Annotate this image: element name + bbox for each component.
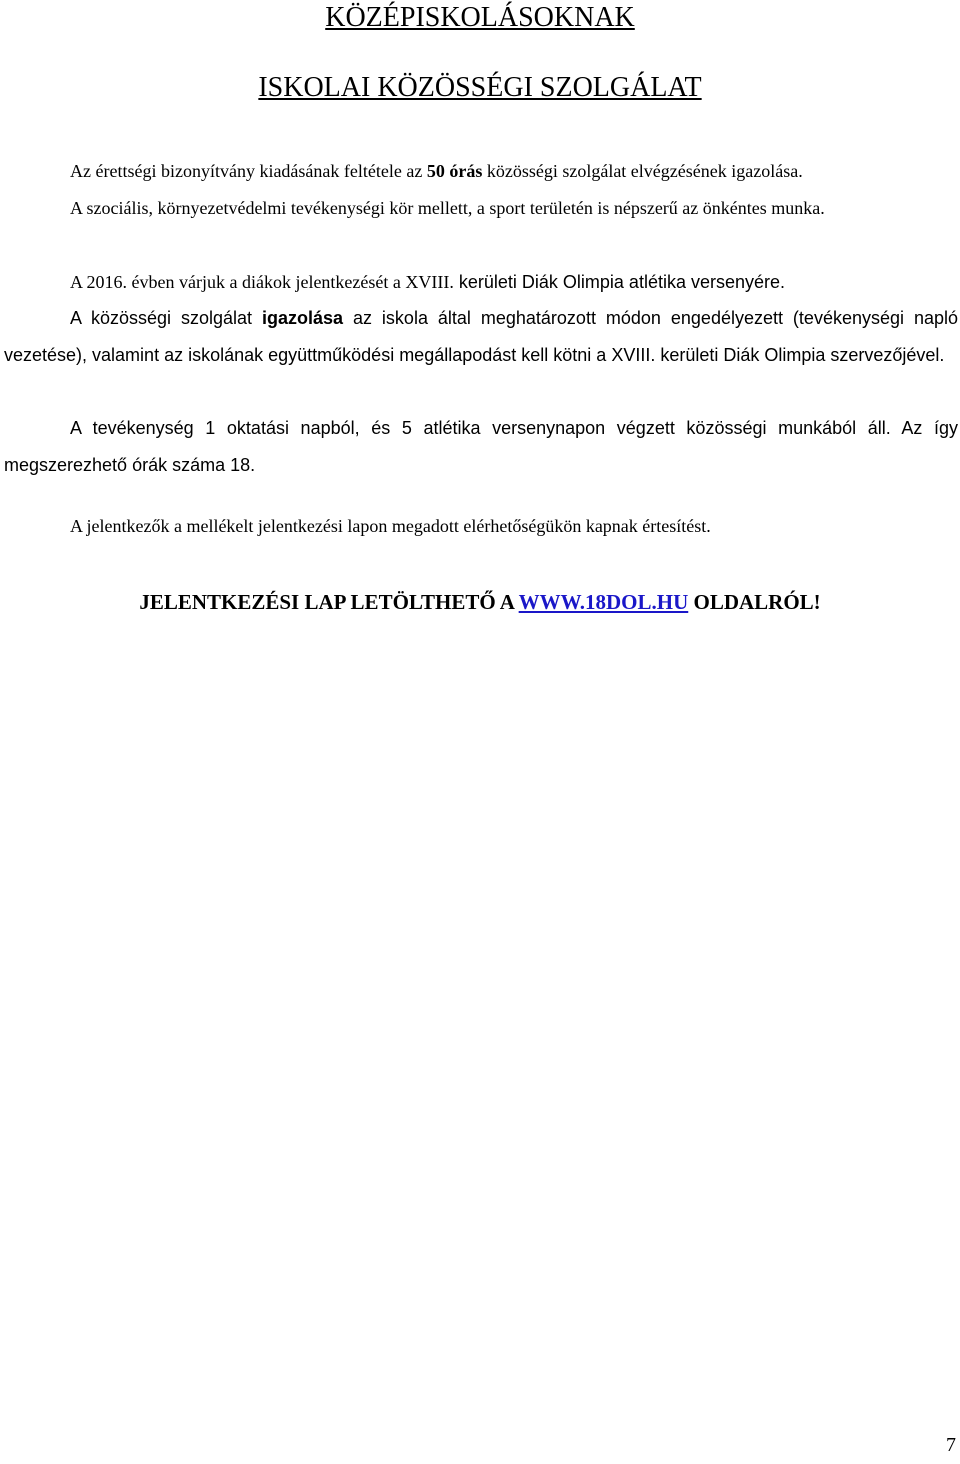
paragraph-notification: A jelentkezők a mellékelt jelentkezési lapon megadott elérhetőségükön kapnak értesítést. — [70, 516, 711, 536]
hours-highlight: 50 órás — [426, 161, 483, 181]
paragraph-volunteer: A szociális, környezetvédelmi tevékenységi kör mellett, a sport területén is népszerű az önkéntes munka. — [70, 198, 825, 218]
certification-highlight: igazolása — [261, 308, 344, 328]
paragraph-invitation: A 2016. évben várjuk a diákok jelentkezését a XVIII. kerületi Diák Olimpia atlétika versenyére. — [70, 272, 786, 292]
paragraph-certification: A közösségi szolgálat igazolása az iskola által meghatározott módon engedélyezett (tevékenységi napló vezetése), valamint az iskolának együttműködési megállapodást kell kötni a XVIII. kerületi Diák Olimpia szervezőjével. — [4, 308, 958, 365]
page-title: KÖZÉPISKOLÁSOKNAK — [325, 2, 635, 33]
page-number: 7 — [946, 1434, 956, 1456]
paragraph-requirement: Az érettségi bizonyítvány kiadásának feltétele az 50 órás közösségi szolgálat elvégzésének igazolása. — [70, 161, 803, 181]
paragraph-activity: A tevékenység 1 oktatási napból, és 5 atlétika versenynapon végzett közösségi munkából áll. Az így megszerezhető órák száma 18. — [4, 418, 958, 475]
website-link[interactable]: WWW.18DOL.HU — [518, 590, 689, 614]
download-callout: JELENTKEZÉSI LAP LETÖLTHETŐ A WWW.18DOL.HU OLDALRÓL! — [139, 590, 821, 614]
page-subtitle: ISKOLAI KÖZÖSSÉGI SZOLGÁLAT — [258, 72, 702, 103]
